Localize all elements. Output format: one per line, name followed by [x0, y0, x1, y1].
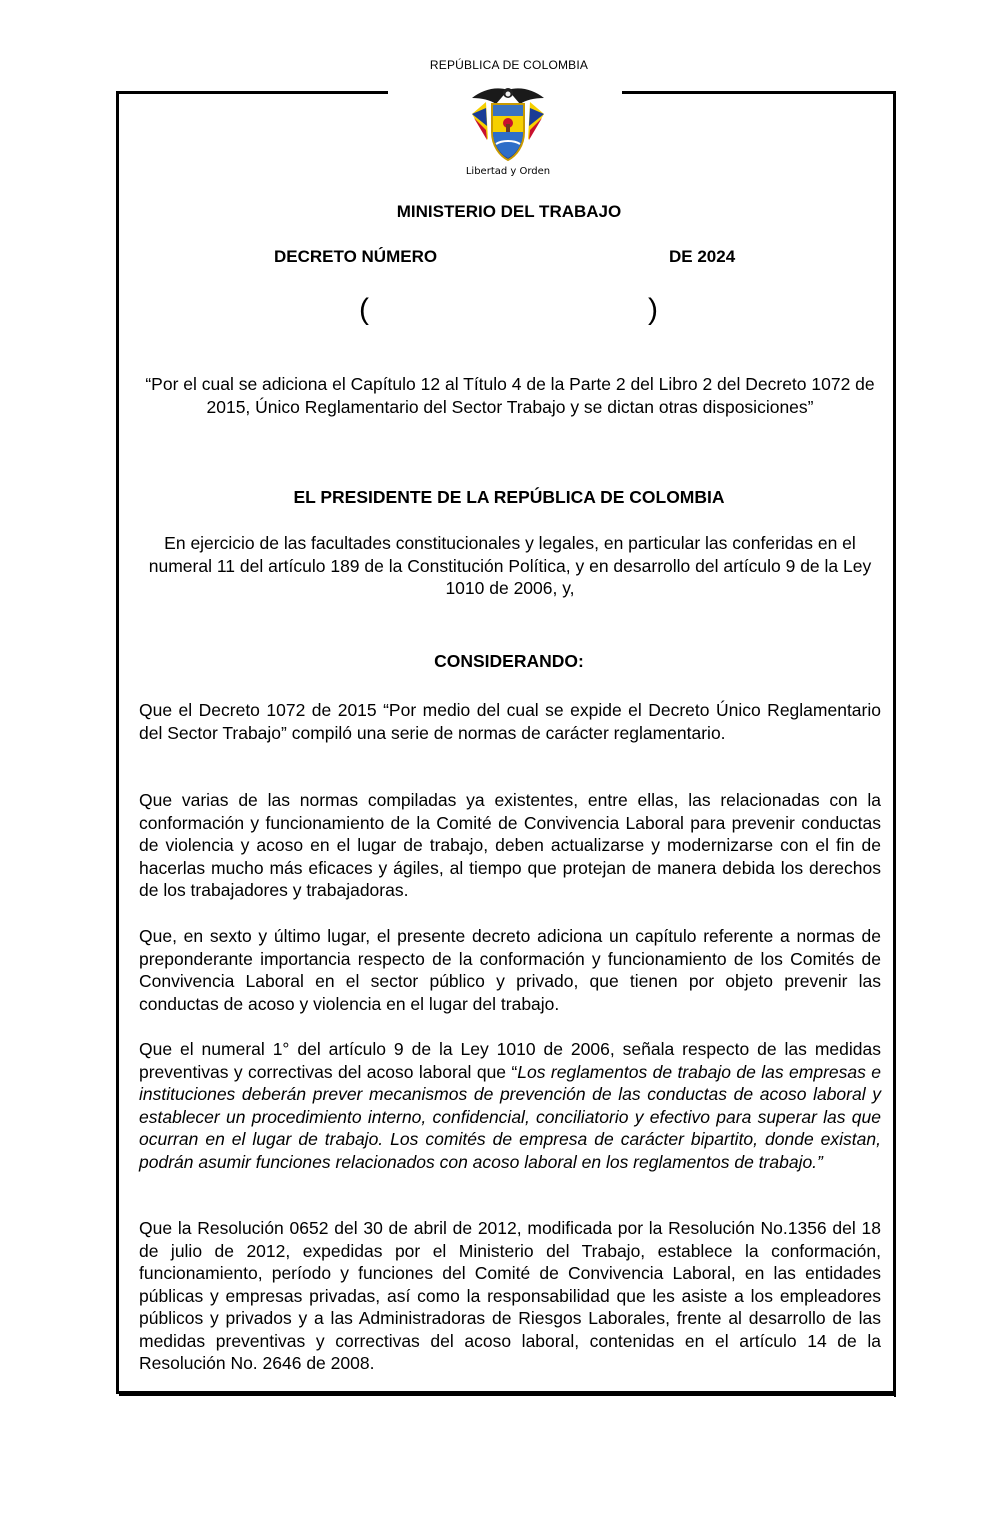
motto-text: Libertad y Orden	[465, 166, 551, 177]
considerando-paragraph-2: Que varias de las normas compiladas ya existentes, entre ellas, las relacionadas con la conformación y funcionamiento de la Comité de Convivencia Laboral para prevenir conductas de violencia y acoso en el lugar de trabajo, deben actualizarse y modernizarse con el fin de hacerlas mucho más eficaces y ágiles, al tiempo que protejan de manera debida los derechos de los trabajadores y trabajadoras.	[139, 790, 881, 900]
considerando-paragraph-1: Que el Decreto 1072 de 2015 “Por medio del cual se expide el Decreto Único Reglamentario del Sector Trabajo” compiló una serie de normas de carácter reglamentario.	[139, 700, 881, 743]
president-heading: EL PRESIDENTE DE LA REPÚBLICA DE COLOMBIA	[293, 487, 725, 507]
decree-subject: “Por el cual se adiciona el Capítulo 12 al Título 4 de la Parte 2 del Libro 2 del Decreto 1072 de 2015, Único Reglamentario del Sector Trabajo y se dictan otras disposiciones”	[145, 374, 875, 417]
country-header: REPÚBLICA DE COLOMBIA	[429, 58, 589, 72]
decree-number-paren-open: (	[359, 293, 369, 326]
decree-number-label: DECRETO NÚMERO	[274, 247, 438, 266]
considerando-paragraph-3: Que, en sexto y último lugar, el presente decreto adiciona un capítulo referente a normas de preponderante importancia respecto de la conformación y funcionamiento de los Comités de Convivencia Laboral en el sector público y privado, que tienen por objeto prevenir las conductas de acoso y violencia en el lugar del trabajo.	[139, 926, 881, 1014]
frame-shadow-bottom	[119, 1394, 896, 1396]
considerando-heading: CONSIDERANDO:	[434, 651, 584, 671]
frame-top-right-rule	[622, 91, 896, 94]
paragraph-4-intro: Que el numeral 1° del artículo 9 de la Ley 1010 de 2006, señala respecto de las medidas preventivas y correctivas del acoso laboral que “	[139, 1039, 881, 1082]
frame-top-left-rule	[116, 91, 388, 94]
frame-shadow-right	[894, 94, 896, 1397]
ministry-title: MINISTERIO DEL TRABAJO	[396, 202, 622, 221]
decree-number-paren-close: )	[648, 293, 658, 326]
decree-year-label: DE 2024	[669, 247, 736, 266]
considerando-paragraph-5: Que la Resolución 0652 del 30 de abril de 2012, modificada por la Resolución No.1356 del 18 de julio de 2012, expedidas por el Ministerio del Trabajo, establece la conformación, funcionamiento, período y funciones del Comité de Convivencia Laboral, en las entidades públicas y empresas privadas, así como la responsabilidad que les asiste a los empleadores públicos y privados y a las Administradoras de Riesgos Laborales, frente al desarrollo de las medidas preventivas y correctivas del acoso laboral, contenidas en el artículo 14 de la Resolución No. 2646 de 2008.	[139, 1218, 881, 1373]
powers-paragraph: En ejercicio de las facultades constitucionales y legales, en particular las conferidas en el numeral 11 del artículo 189 de la Constitución Política, y en desarrollo del artículo 9 de la Ley 1010 de 2006, y,	[148, 533, 872, 598]
paragraph-4-quote: Los reglamentos de trabajo de las empresas e instituciones deberán prever mecanismos de prevención de las conductas de acoso laboral y establecer un procedimiento interno, confidencial, conciliatorio y efectivo para superar las que ocurran en el lugar de trabajo. Los comités de empresa de carácter bipartito, donde existan, podrán asumir funciones relacionados con acoso laboral en los reglamentos de trabajo.”	[139, 1061, 881, 1172]
considerando-paragraph-4	[139, 1038, 881, 1173]
